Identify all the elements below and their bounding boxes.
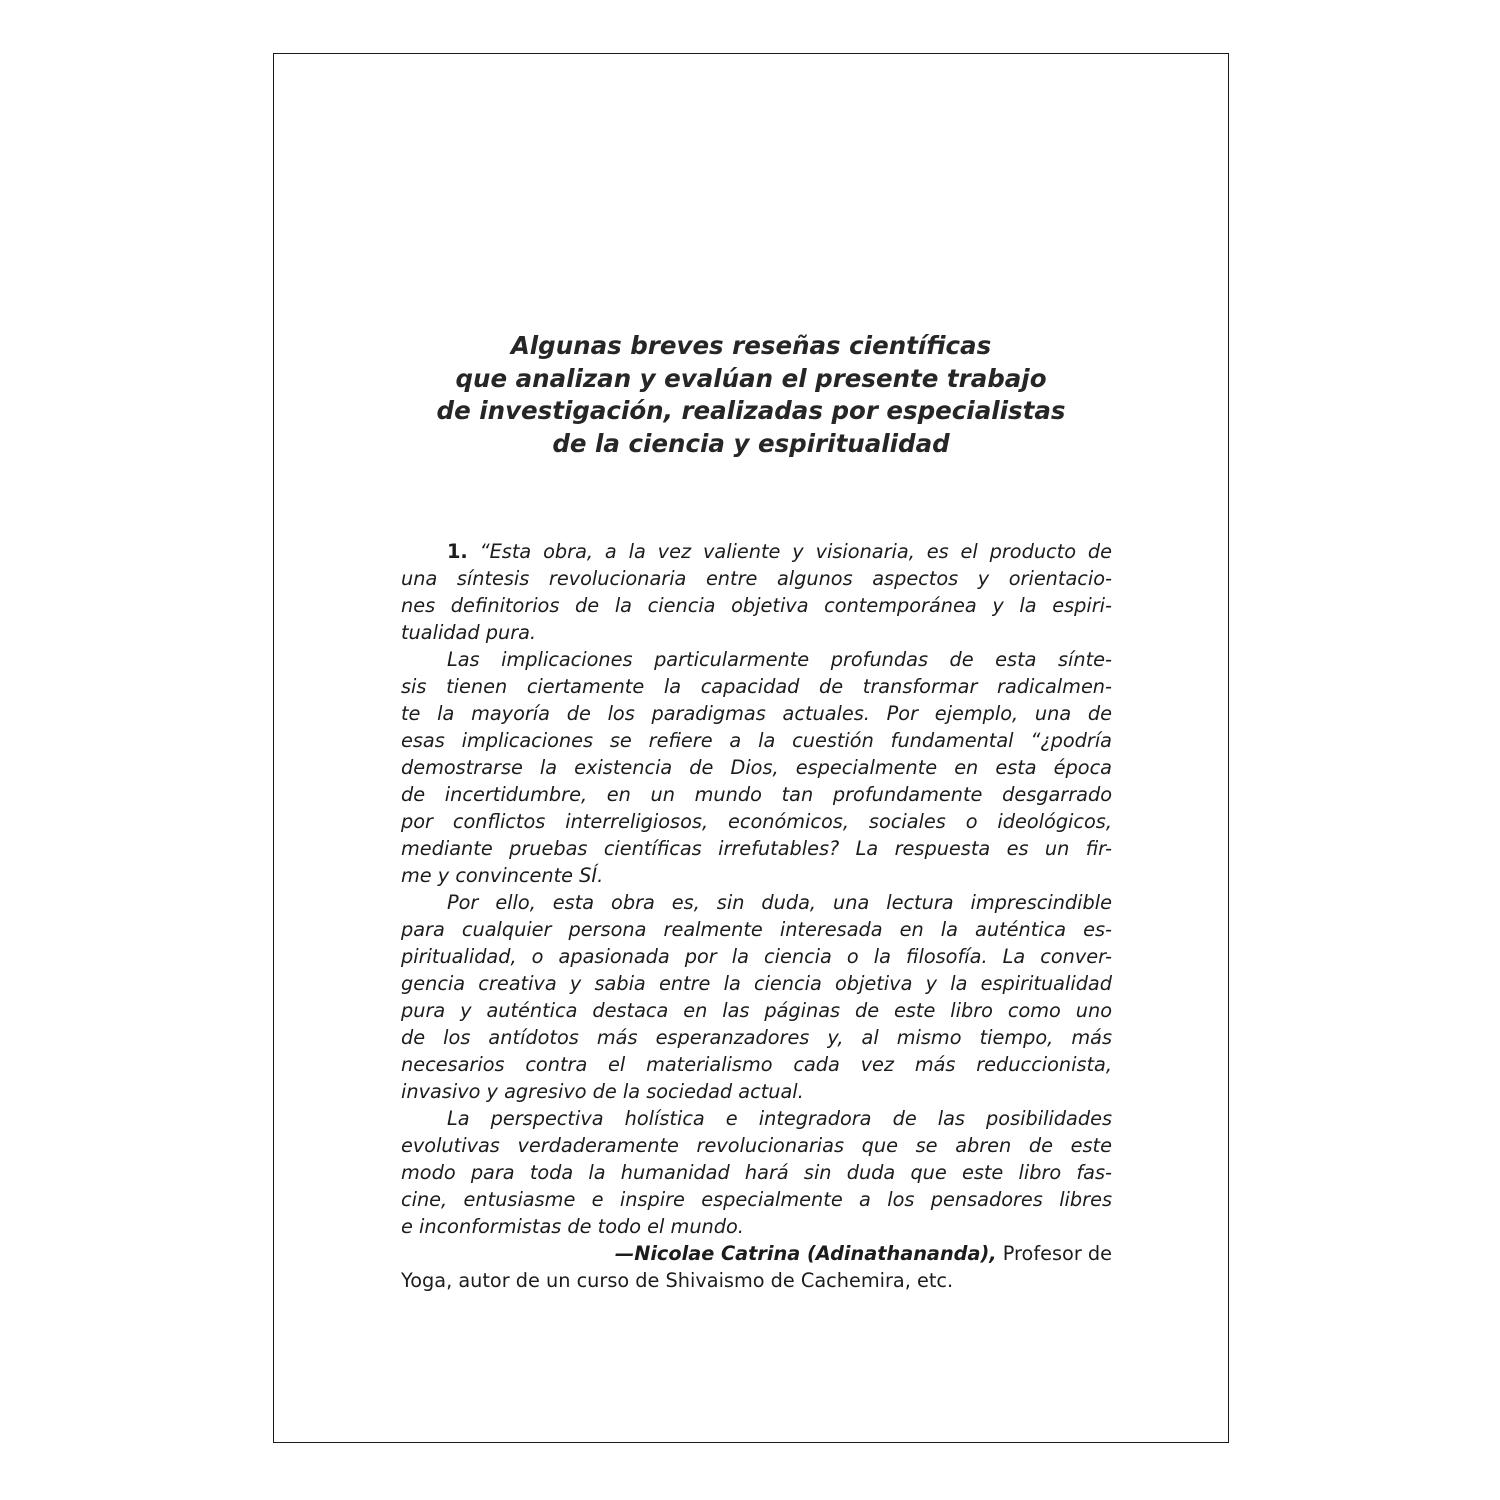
signature-line [401,1240,1112,1267]
text-line: me y convincente SÍ. [401,864,604,887]
text-line [401,538,1112,565]
text-line: gencia creativa y sabia entre la ciencia objetiva y la espiritualidad [401,972,1112,995]
section-heading [274,330,1228,460]
text-line: mediante pruebas científicas irrefutables? La respuesta es un fir- [401,837,1112,860]
text-line: tualidad pura. [401,621,537,644]
book-page [273,53,1229,1443]
text-line: por conflictos interreligiosos, económicos, sociales o ideológicos, [401,810,1112,833]
text-line: invasivo y agresivo de la sociedad actual. [401,1080,804,1103]
text-line: necesarios contra el materialismo cada vez más reduccionista, [401,1053,1112,1076]
reviewer-name: —Nicolae Catrina (Adinathananda), [614,1242,997,1265]
text-line: para cualquier persona realmente interesada en la auténtica es- [401,918,1112,941]
text-line-content: “Esta obra, a la vez valiente y visionaria, es el producto de [467,540,1112,563]
heading-line: que analizan y evalúan el presente trabajo [455,363,1047,393]
text-line: La perspectiva holística e integradora de las posibilidades [447,1107,1112,1130]
text-line: cine, entusiasme e inspire especialmente a los pensadores libres [401,1188,1112,1211]
text-line: una síntesis revolucionaria entre algunos aspectos y orientacio- [401,567,1112,590]
review-1 [401,538,1112,1294]
reviewer-role-continued: Yoga, autor de un curso de Shivaismo de Cachemira, etc. [401,1269,954,1292]
text-line: evolutivas verdaderamente revolucionarias que se abren de este [401,1134,1112,1157]
text-line: sis tienen ciertamente la capacidad de transformar radicalmen- [401,675,1112,698]
text-line: modo para toda la humanidad hará sin duda que este libro fas- [401,1161,1112,1184]
text-line: Las implicaciones particularmente profundas de esta sínte- [447,648,1112,671]
heading-line: de la ciencia y espiritualidad [552,428,950,458]
text-line: piritualidad, o apasionada por la ciencia o la filosofía. La conver- [401,945,1112,968]
text-line: te la mayoría de los paradigmas actuales. Por ejemplo, una de [401,702,1112,725]
review-number: 1. [447,540,468,563]
text-line: demostrarse la existencia de Dios, especialmente en esta época [401,756,1112,779]
reviewer-role: Profesor de [996,1242,1112,1265]
text-line: de incertidumbre, en un mundo tan profundamente desgarrado [401,783,1112,806]
text-line: pura y auténtica destaca en las páginas de este libro como uno [401,999,1112,1022]
heading-line: de investigación, realizadas por especialistas [436,396,1066,425]
text-line: nes definitorios de la ciencia objetiva contemporánea y la espiri- [401,594,1112,617]
text-line: Por ello, esta obra es, sin duda, una lectura imprescindible [447,891,1112,914]
text-line: e inconformistas de todo el mundo. [401,1215,744,1238]
heading-line: Algunas breves reseñas científicas [510,331,992,360]
text-line: esas implicaciones se refiere a la cuestión fundamental “¿podría [401,729,1112,752]
text-line: de los antídotos más esperanzadores y, al mismo tiempo, más [401,1026,1112,1049]
